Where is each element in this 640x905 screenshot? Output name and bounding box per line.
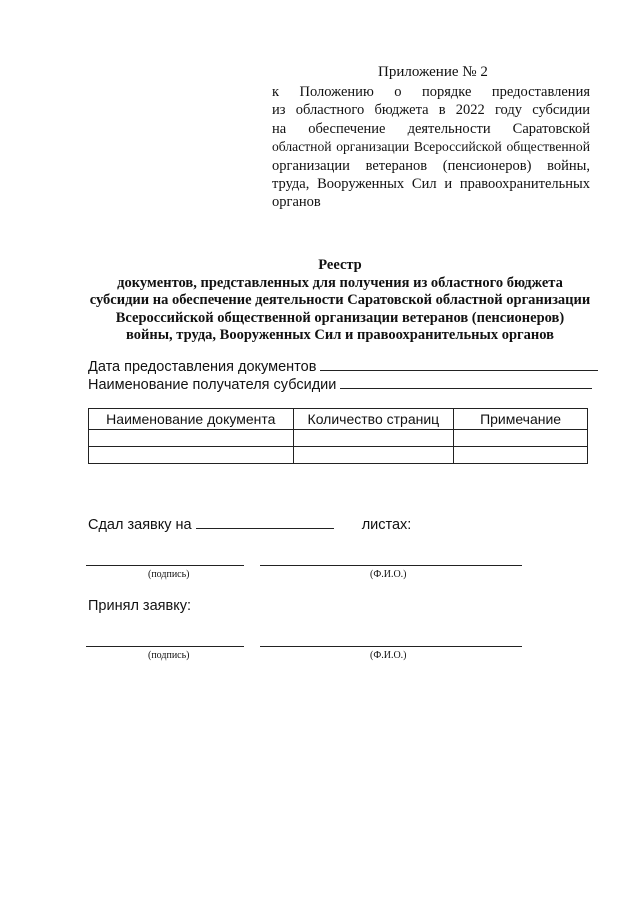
table-cell[interactable] — [293, 447, 454, 464]
document-title-line: документов, представленных для получения из областного бюджета — [117, 274, 563, 291]
recipient-label: Наименование получателя субсидии — [88, 377, 337, 393]
recipient-input-line[interactable] — [340, 375, 592, 389]
appendix-line: из областного бюджета в 2022 году субсидии — [272, 102, 590, 119]
appendix-line: организации ветеранов (пенсионеров) войны, — [272, 157, 590, 174]
document-title-line: Всероссийской общественной организации ветеранов (пенсионеров) — [115, 309, 565, 326]
table-cell[interactable] — [89, 447, 294, 464]
accepted-signature-line[interactable] — [86, 646, 244, 647]
documents-table — [88, 408, 588, 464]
submitted-signature-line[interactable] — [86, 565, 244, 566]
accepted-label: Принял заявку: — [88, 598, 191, 614]
accepted-name-caption: (Ф.И.О.) — [370, 650, 407, 661]
appendix-line: областной организации Всероссийской общественной — [272, 139, 590, 155]
appendix-title: Приложение № 2 — [378, 64, 488, 80]
document-title — [60, 257, 620, 345]
date-label: Дата предоставления документов — [88, 359, 317, 375]
submitted-line — [88, 515, 411, 533]
submitted-name-caption: (Ф.И.О.) — [370, 569, 407, 580]
submitted-name-line[interactable] — [260, 565, 522, 566]
submitted-suffix: листах: — [361, 517, 412, 533]
table-cell[interactable] — [454, 430, 588, 447]
table-cell[interactable] — [89, 430, 294, 447]
appendix-body — [272, 83, 590, 212]
header-note: Примечание — [454, 409, 588, 430]
accepted-signature-caption: (подпись) — [148, 650, 190, 661]
table-cell[interactable] — [454, 447, 588, 464]
sheet-count-line[interactable] — [196, 515, 334, 529]
submitted-prefix: Сдал заявку на — [88, 517, 192, 533]
table-header-row — [89, 409, 588, 430]
appendix-line: на обеспечение деятельности Саратовской — [272, 120, 590, 137]
recipient-field — [88, 375, 592, 393]
date-field — [88, 357, 598, 375]
table-row — [89, 430, 588, 447]
table-cell[interactable] — [293, 430, 454, 447]
document-title-line: субсидии на обеспечение деятельности Саратовской областной организации — [89, 292, 591, 309]
document-title-heading: Реестр — [318, 257, 362, 273]
table-row — [89, 447, 588, 464]
appendix-line: органов — [272, 194, 321, 211]
submitted-signature-caption: (подпись) — [148, 569, 190, 580]
appendix-line: к Положению о порядке предоставления — [272, 84, 590, 100]
appendix-line: труда, Вооруженных Сил и правоохранительных — [272, 176, 590, 193]
date-input-line[interactable] — [320, 357, 598, 371]
header-document-name: Наименование документа — [89, 409, 294, 430]
header-page-count: Количество страниц — [293, 409, 454, 430]
accepted-name-line[interactable] — [260, 646, 522, 647]
document-title-line: войны, труда, Вооруженных Сил и правоохранительных органов — [126, 327, 554, 344]
